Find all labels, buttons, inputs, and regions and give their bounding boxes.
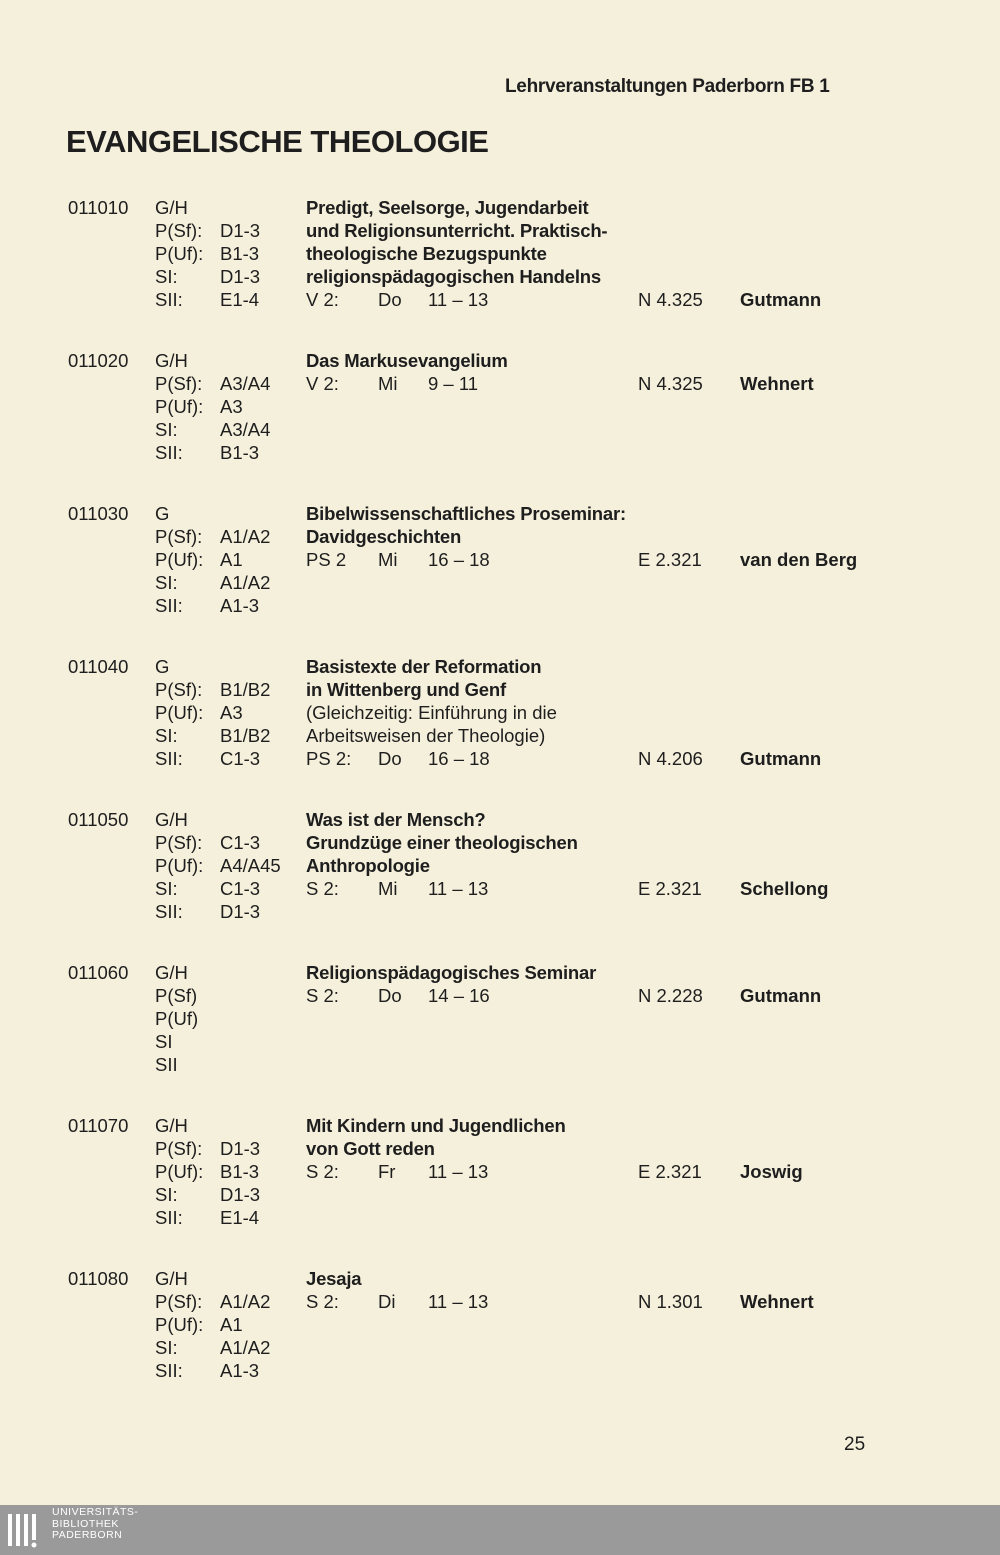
course-title-line: Davidgeschichten bbox=[306, 526, 462, 547]
course-title-line: und Religionsunterricht. Praktisch- bbox=[306, 220, 608, 241]
course-day: Fr bbox=[378, 1161, 396, 1182]
requirement-row bbox=[155, 1206, 259, 1229]
requirement-label: P(Uf): bbox=[155, 549, 204, 570]
requirement-row bbox=[155, 372, 270, 395]
requirement-label: P(Sf): bbox=[155, 679, 203, 700]
course-format: V 2: bbox=[306, 289, 339, 310]
course-title-line: Basistexte der Reformation bbox=[306, 656, 542, 677]
course-number: 011020 bbox=[68, 350, 129, 371]
requirement-row bbox=[155, 219, 260, 242]
requirement-label: P(Uf): bbox=[155, 243, 204, 264]
requirement-label: P(Uf): bbox=[155, 855, 204, 876]
requirement-row bbox=[155, 1359, 259, 1382]
course-format: S 2: bbox=[306, 985, 339, 1006]
requirement-label: P(Sf): bbox=[155, 220, 203, 241]
course-time: 9 – 11 bbox=[428, 373, 479, 394]
course-schedule bbox=[306, 372, 906, 395]
requirement-label: P(Sf): bbox=[155, 373, 203, 394]
requirement-row bbox=[155, 242, 259, 265]
requirement-value: D1-3 bbox=[220, 266, 261, 287]
requirement-value: B1-3 bbox=[220, 1161, 260, 1182]
library-footer bbox=[0, 1505, 1000, 1555]
requirement-label: SII: bbox=[155, 901, 183, 922]
requirement-value: A1 bbox=[220, 549, 243, 570]
requirement-row bbox=[155, 1183, 260, 1206]
requirement-row bbox=[155, 831, 260, 854]
course-room: N 4.206 bbox=[638, 748, 703, 769]
requirement-label: SII: bbox=[155, 442, 183, 463]
course-title-line: theologische Bezugspunkte bbox=[306, 243, 547, 264]
requirement-label: SI: bbox=[155, 725, 178, 746]
requirement-label: SII: bbox=[155, 1360, 183, 1381]
course-time: 16 – 18 bbox=[428, 549, 490, 570]
course-format: S 2: bbox=[306, 878, 339, 899]
requirement-row bbox=[155, 877, 260, 900]
course-level: G/H bbox=[155, 809, 188, 830]
library-name-line: BIBLIOTHEK bbox=[52, 1517, 119, 1530]
course-title-line: Anthropologie bbox=[306, 855, 430, 876]
course-entry bbox=[0, 655, 1000, 808]
course-title-line: Jesaja bbox=[306, 1268, 362, 1289]
library-name-line: PADERBORN bbox=[52, 1529, 123, 1541]
requirement-value: A1/A2 bbox=[220, 572, 271, 593]
requirement-label: SI bbox=[155, 1031, 173, 1052]
course-number: 011060 bbox=[68, 962, 129, 983]
course-lecturer: Schellong bbox=[740, 878, 829, 899]
course-format: PS 2: bbox=[306, 748, 352, 769]
course-number: 011030 bbox=[68, 503, 129, 524]
running-head: Lehrveranstaltungen Paderborn FB 1 bbox=[505, 76, 830, 97]
course-room: E 2.321 bbox=[638, 549, 702, 570]
requirement-label: SII bbox=[155, 1054, 178, 1075]
course-lecturer: Joswig bbox=[740, 1161, 803, 1182]
course-entry bbox=[0, 961, 1000, 1114]
requirement-label: P(Sf): bbox=[155, 832, 203, 853]
requirement-label: SI: bbox=[155, 1184, 178, 1205]
requirement-value: D1-3 bbox=[220, 1184, 261, 1205]
course-level: G/H bbox=[155, 197, 188, 218]
requirement-value: A3 bbox=[220, 396, 243, 417]
course-day: Di bbox=[378, 1291, 396, 1312]
requirement-row bbox=[155, 1290, 270, 1313]
course-number: 011080 bbox=[68, 1268, 129, 1289]
requirement-row bbox=[155, 1137, 260, 1160]
requirement-value: C1-3 bbox=[220, 832, 261, 853]
course-title-line: in Wittenberg und Genf bbox=[306, 679, 506, 700]
course-room: N 4.325 bbox=[638, 373, 703, 394]
course-time: 11 – 13 bbox=[428, 289, 489, 310]
course-level: G/H bbox=[155, 1115, 188, 1136]
course-title-line: Grundzüge einer theologischen bbox=[306, 832, 578, 853]
course-day: Mi bbox=[378, 878, 398, 899]
course-format: S 2: bbox=[306, 1291, 339, 1312]
course-entry bbox=[0, 808, 1000, 961]
course-lecturer: Gutmann bbox=[740, 289, 822, 310]
course-time: 11 – 13 bbox=[428, 878, 489, 899]
requirement-value: D1-3 bbox=[220, 1138, 261, 1159]
requirement-value: E1-4 bbox=[220, 289, 260, 310]
requirement-value: A1/A2 bbox=[220, 526, 271, 547]
requirement-label: SI: bbox=[155, 419, 178, 440]
requirement-label: SI: bbox=[155, 572, 178, 593]
course-title-line: Mit Kindern und Jugendlichen bbox=[306, 1115, 566, 1136]
course-title-line: Predigt, Seelsorge, Jugendarbeit bbox=[306, 197, 589, 218]
requirement-value: B1-3 bbox=[220, 243, 260, 264]
course-note-line: (Gleichzeitig: Einführung in die bbox=[306, 702, 557, 723]
course-level: G bbox=[155, 656, 170, 677]
requirement-row bbox=[155, 1160, 259, 1183]
requirement-row bbox=[155, 1053, 220, 1076]
requirement-row bbox=[155, 854, 281, 877]
course-room: N 4.325 bbox=[638, 289, 703, 310]
requirement-row bbox=[155, 395, 243, 418]
page-number: 25 bbox=[844, 1434, 866, 1455]
course-lecturer: Gutmann bbox=[740, 748, 822, 769]
course-title-line: von Gott reden bbox=[306, 1138, 435, 1159]
requirement-value: B1/B2 bbox=[220, 725, 271, 746]
course-title-line: Bibelwissenschaftliches Proseminar: bbox=[306, 503, 626, 524]
requirement-label: P(Sf): bbox=[155, 526, 203, 547]
course-level: G bbox=[155, 503, 170, 524]
requirement-row bbox=[155, 701, 243, 724]
course-title-line: Religionspädagogisches Seminar bbox=[306, 962, 597, 983]
course-entry bbox=[0, 502, 1000, 655]
requirement-row bbox=[155, 1007, 220, 1030]
course-entry bbox=[0, 196, 1000, 349]
course-number: 011070 bbox=[68, 1115, 129, 1136]
requirement-row bbox=[155, 1313, 243, 1336]
requirement-row bbox=[155, 1336, 270, 1359]
requirement-value: A1/A2 bbox=[220, 1337, 271, 1358]
requirement-label: SII: bbox=[155, 1207, 183, 1228]
requirement-label: SI: bbox=[155, 266, 178, 287]
requirement-value: A3/A4 bbox=[220, 419, 271, 440]
course-format: S 2: bbox=[306, 1161, 339, 1182]
course-entry bbox=[0, 1267, 1000, 1420]
course-lecturer: Wehnert bbox=[740, 1291, 814, 1312]
section-title: EVANGELISCHE THEOLOGIE bbox=[66, 124, 489, 159]
requirement-label: SI: bbox=[155, 1337, 178, 1358]
course-schedule bbox=[306, 1290, 906, 1313]
course-day: Mi bbox=[378, 549, 398, 570]
requirement-row bbox=[155, 1030, 220, 1053]
requirement-label: P(Sf): bbox=[155, 1138, 203, 1159]
course-entry bbox=[0, 1114, 1000, 1267]
requirement-row bbox=[155, 594, 259, 617]
requirement-value: A1 bbox=[220, 1314, 243, 1335]
course-entry bbox=[0, 349, 1000, 502]
requirement-value: A1-3 bbox=[220, 1360, 260, 1381]
requirement-row bbox=[155, 747, 260, 770]
library-name-line: UNIVERSITÄTS- bbox=[52, 1506, 139, 1518]
requirement-row bbox=[155, 724, 270, 747]
course-title-line: Das Markusevangelium bbox=[306, 350, 508, 371]
course-level: G/H bbox=[155, 1268, 188, 1289]
course-lecturer: van den Berg bbox=[740, 549, 858, 570]
requirement-row bbox=[155, 571, 270, 594]
course-day: Do bbox=[378, 748, 402, 769]
requirement-value: C1-3 bbox=[220, 878, 261, 899]
requirement-value: B1-3 bbox=[220, 442, 260, 463]
requirement-row bbox=[155, 548, 243, 571]
requirement-label: SII: bbox=[155, 748, 183, 769]
course-level: G/H bbox=[155, 350, 188, 371]
requirement-value: D1-3 bbox=[220, 220, 261, 241]
requirement-value: E1-4 bbox=[220, 1207, 260, 1228]
library-logo-icon bbox=[6, 1510, 46, 1550]
course-schedule bbox=[306, 548, 906, 571]
requirement-label: SII: bbox=[155, 595, 183, 616]
course-time: 11 – 13 bbox=[428, 1161, 489, 1182]
requirement-row bbox=[155, 288, 259, 311]
course-time: 11 – 13 bbox=[428, 1291, 489, 1312]
requirement-row bbox=[155, 678, 270, 701]
requirement-value: A3/A4 bbox=[220, 373, 271, 394]
course-lecturer: Wehnert bbox=[740, 373, 814, 394]
requirement-label: P(Uf) bbox=[155, 1008, 199, 1029]
requirement-label: P(Uf): bbox=[155, 702, 204, 723]
requirement-row bbox=[155, 984, 220, 1007]
requirement-value: A1/A2 bbox=[220, 1291, 271, 1312]
requirement-value: A3 bbox=[220, 702, 243, 723]
course-room: E 2.321 bbox=[638, 878, 702, 899]
requirement-label: P(Sf) bbox=[155, 985, 198, 1006]
course-title-line: Was ist der Mensch? bbox=[306, 809, 486, 830]
requirement-row bbox=[155, 900, 260, 923]
course-room: E 2.321 bbox=[638, 1161, 702, 1182]
course-schedule bbox=[306, 747, 906, 770]
requirement-row bbox=[155, 418, 270, 441]
requirement-value: B1/B2 bbox=[220, 679, 271, 700]
requirement-label: P(Uf): bbox=[155, 1161, 204, 1182]
course-number: 011050 bbox=[68, 809, 129, 830]
course-level: G/H bbox=[155, 962, 188, 983]
course-number: 011040 bbox=[68, 656, 129, 677]
requirement-value: C1-3 bbox=[220, 748, 261, 769]
course-day: Mi bbox=[378, 373, 398, 394]
course-schedule bbox=[306, 984, 906, 1007]
course-note-line: Arbeitsweisen der Theologie) bbox=[306, 725, 546, 746]
course-format: PS 2 bbox=[306, 549, 347, 570]
requirement-label: P(Uf): bbox=[155, 1314, 204, 1335]
course-time: 14 – 16 bbox=[428, 985, 490, 1006]
requirement-label: SII: bbox=[155, 289, 183, 310]
course-schedule bbox=[306, 288, 906, 311]
library-name bbox=[52, 1507, 138, 1542]
course-schedule bbox=[306, 1160, 906, 1183]
course-time: 16 – 18 bbox=[428, 748, 490, 769]
course-day: Do bbox=[378, 985, 402, 1006]
course-room: N 1.301 bbox=[638, 1291, 703, 1312]
course-format: V 2: bbox=[306, 373, 339, 394]
course-room: N 2.228 bbox=[638, 985, 703, 1006]
requirement-value: A1-3 bbox=[220, 595, 260, 616]
requirement-value: D1-3 bbox=[220, 901, 261, 922]
requirement-label: SI: bbox=[155, 878, 178, 899]
requirement-value: A4/A45 bbox=[220, 855, 281, 876]
course-schedule bbox=[306, 877, 906, 900]
course-number: 011010 bbox=[68, 197, 129, 218]
requirement-label: P(Sf): bbox=[155, 1291, 203, 1312]
course-title-line: religionspädagogischen Handelns bbox=[306, 266, 601, 287]
course-day: Do bbox=[378, 289, 402, 310]
course-lecturer: Gutmann bbox=[740, 985, 822, 1006]
requirement-label: P(Uf): bbox=[155, 396, 204, 417]
requirement-row bbox=[155, 525, 270, 548]
course-list bbox=[0, 196, 1000, 1420]
requirement-row bbox=[155, 265, 260, 288]
requirement-row bbox=[155, 441, 259, 464]
